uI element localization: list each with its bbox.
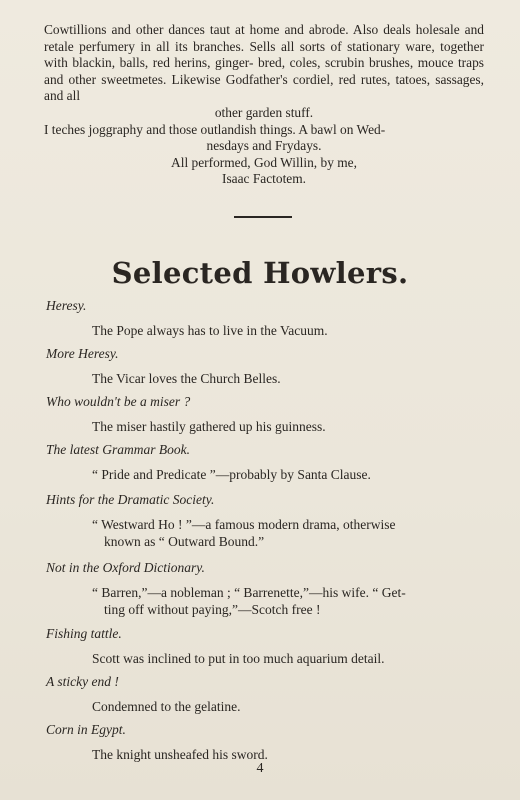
intro-line: I teches joggraphy and those outlandish things. A bawl on Wed- — [44, 121, 386, 137]
howler-item — [46, 560, 496, 618]
howler-text: Scott was inclined to put in too much aquarium detail. — [92, 651, 385, 666]
howler-heading: A sticky end ! — [46, 674, 119, 689]
howler-heading: Not in the Oxford Dictionary. — [46, 560, 205, 575]
howler-item — [46, 492, 496, 550]
howler-item — [46, 346, 496, 387]
howler-item — [46, 626, 496, 667]
howler-text — [46, 516, 496, 550]
howler-heading: Fishing tattle. — [46, 626, 122, 641]
howler-heading: Hints for the Dramatic Society. — [46, 492, 215, 507]
howler-text-line: “ Westward Ho ! ”—a famous modern drama, otherwise — [92, 517, 396, 532]
howler-item — [46, 442, 496, 483]
howler-item — [46, 674, 496, 715]
howler-text — [46, 584, 496, 618]
howler-text: The Vicar loves the Church Belles. — [92, 371, 281, 386]
howler-item — [46, 298, 496, 339]
howler-heading: Who wouldn't be a miser ? — [46, 394, 191, 409]
howler-text-line: “ Barren,”—a nobleman ; “ Barrenette,”—his wife. “ Get- — [92, 585, 406, 600]
page-number: 4 — [256, 761, 264, 776]
intro-line: other garden stuff. — [214, 104, 314, 120]
howler-text: “ Pride and Predicate ”—probably by Santa Clause. — [92, 467, 371, 482]
howler-heading: Corn in Egypt. — [46, 722, 126, 737]
howler-heading: Heresy. — [46, 298, 87, 313]
intro-paragraph: Cowtillions and other dances taut at home and abrode. Also deals holesale and retale perfumery in all its branches. Sells all sorts of stationary ware, together with blackin, balls, red herins, ginger- bred, coles, scrubin brushes, mouce traps and other sweetmetes. Likewise Godfather's cordiel, red rutes, tatoes, sassages, and all — [44, 22, 484, 104]
howler-item — [46, 394, 496, 435]
howler-text: Condemned to the gelatine. — [92, 699, 241, 714]
howler-text: The knight unsheafed his sword. — [92, 747, 268, 762]
intro-line: nesdays and Frydays. — [206, 138, 322, 154]
howler-text-line: ting off without paying,”—Scotch free ! — [104, 602, 321, 617]
howler-text: The Pope always has to live in the Vacuum. — [92, 323, 328, 338]
howler-text-line: known as “ Outward Bound.” — [104, 534, 265, 549]
signature-line: All performed, God Willin, by me, — [171, 154, 357, 170]
signature-name: Isaac Factotem. — [221, 171, 307, 187]
howler-item — [46, 722, 496, 763]
howler-text: The miser hastily gathered up his guinness. — [92, 419, 326, 434]
section-divider — [234, 216, 292, 218]
howler-heading: More Heresy. — [46, 346, 119, 361]
howler-heading: The latest Grammar Book. — [46, 442, 190, 457]
section-title: Selected Howlers. — [111, 256, 409, 290]
intro-text — [44, 22, 484, 188]
